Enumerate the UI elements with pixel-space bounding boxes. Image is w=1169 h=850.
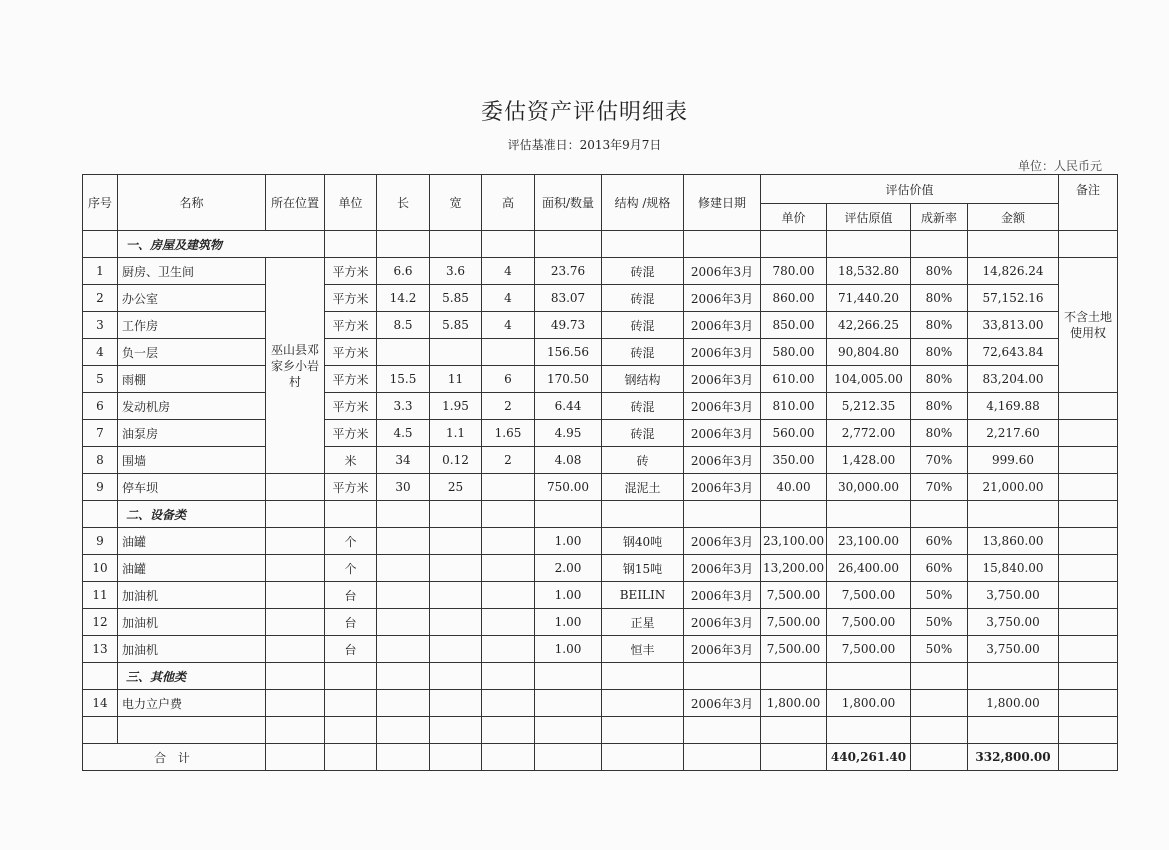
remark-cell: 不含土地使用权 bbox=[1059, 258, 1118, 393]
header-value-group: 评估价值 bbox=[761, 175, 1059, 204]
table-row: 6 发动机房 平方米 3.3 1.95 2 6.44 砖混 2006年3月 810.00 5,212.35 80% 4,169.88 bbox=[83, 393, 1118, 420]
header-width: 宽 bbox=[430, 175, 482, 231]
table-row: 8 围墙 米 34 0.12 2 4.08 砖 2006年3月 350.00 1,428.00 70% 999.60 bbox=[83, 447, 1118, 474]
location-cell: 巫山县邓家乡小岩村 bbox=[266, 258, 325, 474]
currency-unit: 单位：人民币元 bbox=[1018, 159, 1103, 173]
total-amount: 332,800.00 bbox=[968, 744, 1059, 771]
header-seq: 序号 bbox=[83, 175, 118, 231]
empty-row bbox=[83, 717, 1118, 744]
table-row: 4 负一层 平方米 156.56 砖混 2006年3月 580.00 90,804.80 80% 72,643.84 bbox=[83, 339, 1118, 366]
header-amount: 金额 bbox=[968, 204, 1059, 231]
document-title: 委估资产评估明细表 bbox=[480, 100, 688, 125]
header-original: 评估原值 bbox=[827, 204, 911, 231]
table-row: 2 办公室 平方米 14.2 5.85 4 83.07 砖混 2006年3月 860.00 71,440.20 80% 57,152.16 bbox=[83, 285, 1118, 312]
header-area: 面积/数量 bbox=[535, 175, 602, 231]
category-row bbox=[83, 501, 1118, 528]
category-buildings: 一、房屋及建筑物 bbox=[118, 231, 325, 258]
table-row: 7 油泵房 平方米 4.5 1.1 1.65 4.95 砖混 2006年3月 560.00 2,772.00 80% 2,217.60 bbox=[83, 420, 1118, 447]
category-other: 三、其他类 bbox=[118, 663, 266, 690]
table-row: 9 油罐 个 1.00 钢40吨 2006年3月 23,100.00 23,100.00 60% 13,860.00 bbox=[83, 528, 1118, 555]
category-row bbox=[83, 231, 1118, 258]
total-row bbox=[83, 744, 1118, 771]
header-structure: 结构 /规格 bbox=[602, 175, 684, 231]
header-built: 修建日期 bbox=[684, 175, 761, 231]
header-rate: 成新率 bbox=[911, 204, 968, 231]
header-location: 所在位置 bbox=[266, 175, 325, 231]
total-label: 合 计 bbox=[83, 744, 266, 771]
header-price: 单价 bbox=[761, 204, 827, 231]
header-remark: 备注 bbox=[1059, 175, 1118, 231]
valuation-table bbox=[82, 174, 1118, 771]
table-row: 9 停车坝 平方米 30 25 750.00 混泥土 2006年3月 40.00 30,000.00 70% 21,000.00 bbox=[83, 474, 1118, 501]
table-row: 13 加油机 台 1.00 恒丰 2006年3月 7,500.00 7,500.00 50% 3,750.00 bbox=[83, 636, 1118, 663]
table-row: 5 雨棚 平方米 15.5 11 6 170.50 钢结构 2006年3月 610.00 104,005.00 80% 83,204.00 bbox=[83, 366, 1118, 393]
category-equipment: 二、设备类 bbox=[118, 501, 266, 528]
category-row bbox=[83, 663, 1118, 690]
table-row: 14 电力立户费 2006年3月 1,800.00 1,800.00 1,800.00 bbox=[83, 690, 1118, 717]
header-length: 长 bbox=[377, 175, 430, 231]
table-row: 1 厨房、卫生间 巫山县邓家乡小岩村 平方米 6.6 3.6 4 23.76 砖混 2006年3月 780.00 18,532.80 80% 14,826.24 不含土地使用权 bbox=[83, 258, 1118, 285]
header-unit: 单位 bbox=[325, 175, 377, 231]
header-name: 名称 bbox=[118, 175, 266, 231]
total-original: 440,261.40 bbox=[827, 744, 911, 771]
table-row: 11 加油机 台 1.00 BEILIN 2006年3月 7,500.00 7,500.00 50% 3,750.00 bbox=[83, 582, 1118, 609]
table-row: 10 油罐 个 2.00 钢15吨 2006年3月 13,200.00 26,400.00 60% 15,840.00 bbox=[83, 555, 1118, 582]
table-row: 3 工作房 平方米 8.5 5.85 4 49.73 砖混 2006年3月 850.00 42,266.25 80% 33,813.00 bbox=[83, 312, 1118, 339]
table-row: 12 加油机 台 1.00 正星 2006年3月 7,500.00 7,500.00 50% 3,750.00 bbox=[83, 609, 1118, 636]
valuation-date: 评估基准日：2013年9月7日 bbox=[507, 138, 662, 152]
header-height: 高 bbox=[482, 175, 535, 231]
